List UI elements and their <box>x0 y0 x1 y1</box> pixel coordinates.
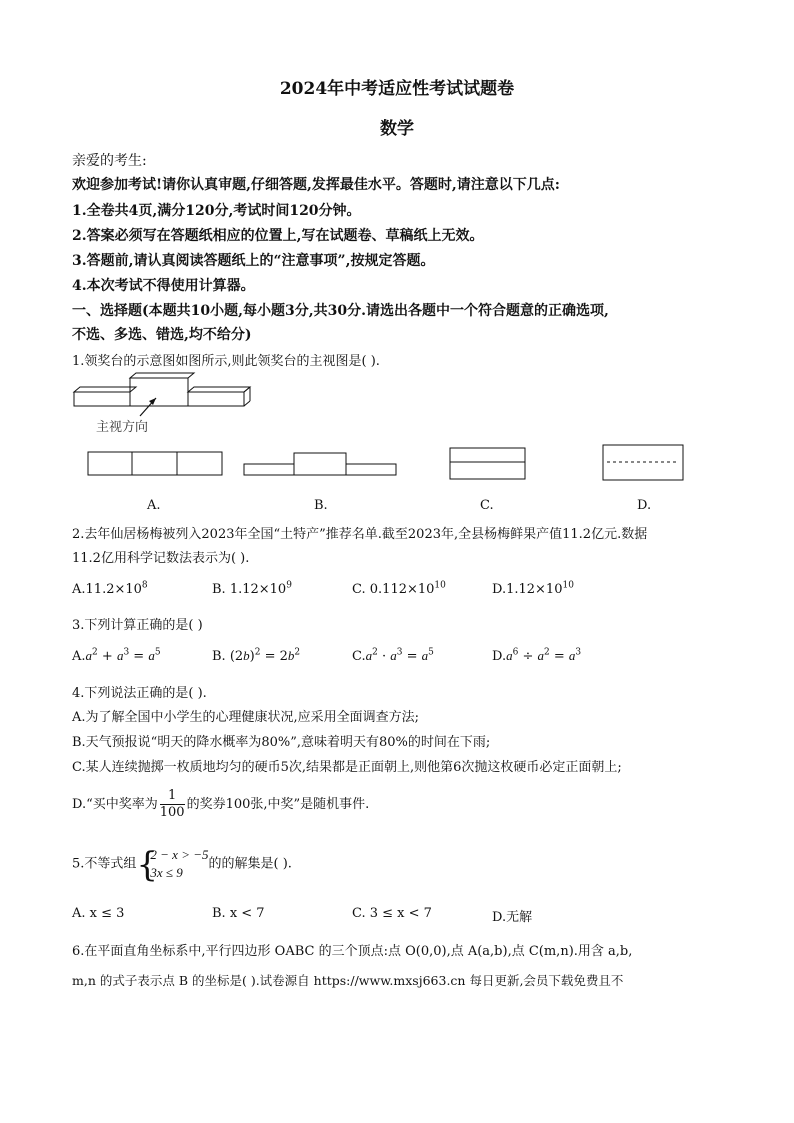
note-4: 4.本次考试不得使用计算器。 <box>72 278 255 294</box>
inequality-2: 3x ≤ 9 <box>150 865 183 880</box>
q3-stem: 3.下列计算正确的是( ) <box>72 618 203 633</box>
q4-option-b[interactable]: B.天气预报说“明天的降水概率为80%”,意味着明天有80%的时间在下雨; <box>72 735 491 750</box>
inequality-1: 2 − x > −5 <box>150 847 209 862</box>
q2-option-d-label: D. <box>492 582 507 597</box>
q2-option-d-mantissa: 1.12×10 <box>506 582 563 597</box>
q5-option-c[interactable]: C. 3 ≤ x < 7 <box>352 906 432 921</box>
q2-option-b-label: B. <box>212 582 226 597</box>
q2-option-b-mantissa: 1.12×10 <box>229 582 287 597</box>
q3-option-a[interactable]: $A.a^2 + a^3 = a^5$ <box>72 647 161 664</box>
q5-stem <box>72 845 292 885</box>
q6-stem-line2: m,n 的式子表示点 B 的坐标是( ).试卷源自 https://www.mxsj663.cn 每日更新,会员下载免费且不 <box>72 973 624 988</box>
q2-option-b-exponent: 9 <box>286 580 292 591</box>
q3-option-c[interactable]: $C.a^2 \cdot a^3 = a^5$ <box>352 647 434 664</box>
q2-option-a-mantissa: 11.2×10 <box>85 582 142 597</box>
section-heading-line1: 一、选择题(本题共10小题,每小题3分,共30分.请选出各题中一个符合题意的正确选项, <box>72 303 609 319</box>
note-3: 3.答题前,请认真阅读答题纸上的“注意事项”,按规定答题。 <box>72 253 435 269</box>
greeting: 亲爱的考生: <box>72 153 147 169</box>
q2-option-c-label: C. <box>352 582 366 597</box>
note-2: 2.答案必须写在答题纸相应的位置上,写在试题卷、草稿纸上无效。 <box>72 228 484 244</box>
q5-stem-prefix: 5.不等式组 <box>72 856 137 872</box>
note-1: 1.全卷共4页,满分120分,考试时间120分钟。 <box>72 203 361 219</box>
q1-option-c-figure <box>448 446 528 482</box>
q4-option-d[interactable] <box>72 788 369 821</box>
q1-option-b-figure <box>242 450 400 478</box>
q1-option-a-figure <box>86 450 226 478</box>
q4-option-d-suffix: 的奖券100张,中奖”是随机事件. <box>186 797 370 812</box>
q2-option-d[interactable] <box>492 582 574 597</box>
q2-option-a[interactable] <box>72 582 148 597</box>
welcome-text: 欢迎参加考试!请你认真审题,仔细答题,发挥最佳水平。答题时,请注意以下几点: <box>72 177 560 193</box>
q1-stem: 1.领奖台的示意图如图所示,则此领奖台的主视图是( ). <box>72 354 380 369</box>
q5-stem-suffix: 的的解集是( ). <box>208 856 292 872</box>
q5-option-a[interactable]: A. x ≤ 3 <box>72 906 125 921</box>
q5-option-b[interactable]: B. x < 7 <box>212 906 265 921</box>
q1-option-d-figure <box>601 443 687 483</box>
q2-option-a-exponent: 8 <box>141 580 148 591</box>
q1-option-a[interactable]: A. <box>147 498 161 513</box>
q1-option-d[interactable]: D. <box>637 498 652 513</box>
q1-option-b[interactable]: B. <box>314 498 328 513</box>
view-direction-label: 主视方向 <box>96 420 149 435</box>
q4-option-c[interactable]: C.某人连续抛掷一枚质地均匀的硬币5次,结果都是正面朝上,则他第6次抛这枚硬币必定正面朝上; <box>72 760 622 775</box>
q4-fraction <box>160 788 185 821</box>
q2-option-c-mantissa: 0.112×10 <box>369 582 435 597</box>
subject-title: 数学 <box>380 119 414 139</box>
inequality-system: { 2 − x > −5 3x ≤ 9 <box>136 845 209 885</box>
q4-option-a[interactable]: A.为了解全国中小学生的心理健康状况,应采用全面调查方法; <box>72 710 420 725</box>
fraction-denominator: 100 <box>159 805 185 820</box>
q2-option-d-exponent: 10 <box>562 580 574 591</box>
section-heading-line2: 不选、多选、错选,均不给分) <box>72 327 252 343</box>
q1-option-c[interactable]: C. <box>480 498 494 513</box>
q4-stem: 4.下列说法正确的是( ). <box>72 686 207 701</box>
fraction-numerator: 1 <box>160 788 185 805</box>
q3-option-d[interactable]: $D.a^6 \div a^2 = a^3$ <box>492 647 582 664</box>
q3-option-b[interactable]: B. $(2b)^2 = 2b^2$ <box>212 647 301 664</box>
q4-option-d-prefix: D.“买中奖率为 <box>72 797 158 812</box>
q2-stem-line1: 2.去年仙居杨梅被列入2023年全国“土特产”推荐名单.截至2023年,全县杨梅鲜果产值11.2亿元.数据 <box>72 527 648 542</box>
q2-option-c-exponent: 10 <box>434 580 446 591</box>
exam-title: 2024年中考适应性考试试题卷 <box>279 79 515 99</box>
q5-option-d[interactable]: D.无解 <box>492 910 533 925</box>
q2-stem-line2: 11.2亿用科学记数法表示为( ). <box>72 551 250 566</box>
q2-option-a-label: A. <box>72 582 86 597</box>
q2-option-c[interactable] <box>352 582 446 597</box>
q6-stem-line1: 6.在平面直角坐标系中,平行四边形 OABC 的三个顶点:点 O(0,0),点 A(a,b),点 C(m,n).用含 a,b, <box>72 944 633 959</box>
q2-option-b[interactable] <box>212 582 292 597</box>
